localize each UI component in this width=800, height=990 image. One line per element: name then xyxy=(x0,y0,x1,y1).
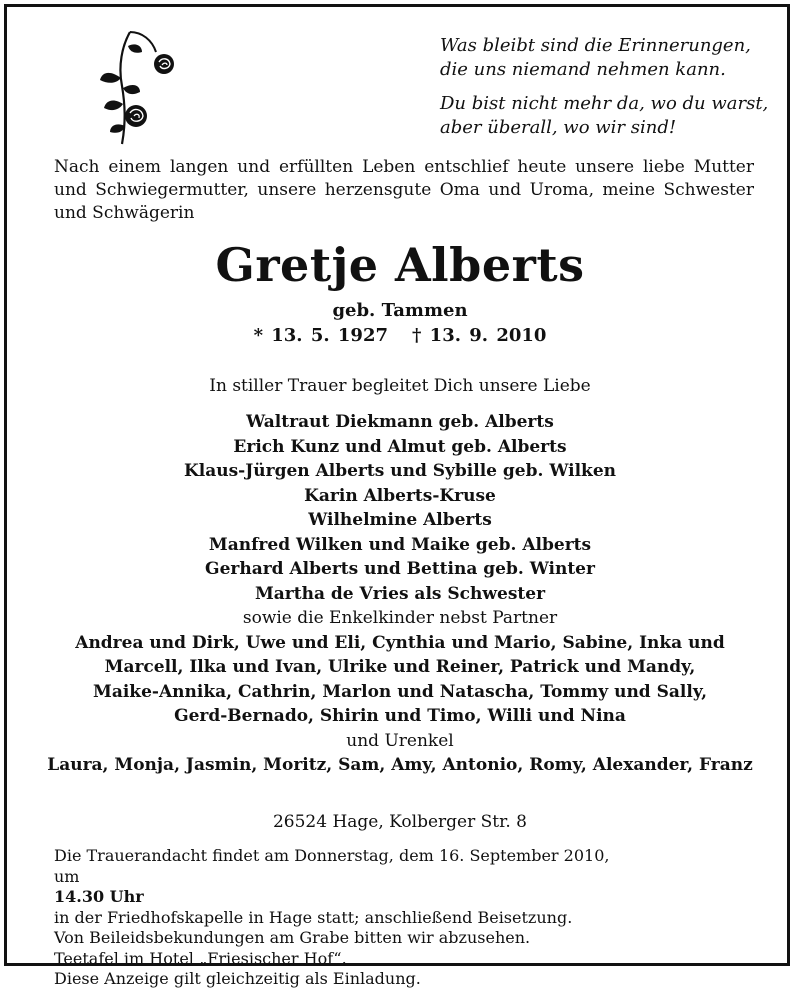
family-member: Waltraut Diekmann geb. Alberts xyxy=(246,412,554,432)
great-grandchildren-intro: und Urenkel xyxy=(346,730,454,751)
grandchildren-intro: sowie die Enkelkinder nebst Partner xyxy=(242,608,558,628)
family-list xyxy=(0,410,800,778)
death-date: † 13. 9. 2010 xyxy=(412,325,547,346)
poem-line: Was bleibt sind die Erinnerungen, xyxy=(440,35,751,56)
grandchildren-line: Marcell, Ilka und Ivan, Ulrike und Reiner, Patrick und Mandy, xyxy=(104,657,696,677)
intro-text xyxy=(54,156,754,225)
birth-date: * 13. 5. 1927 xyxy=(253,325,388,346)
service-time: 14.30 Uhr xyxy=(54,887,144,906)
deceased-name: Gretje Alberts xyxy=(215,238,585,292)
life-dates xyxy=(0,325,800,346)
family-member: Karin Alberts-Kruse xyxy=(304,485,496,506)
grandchildren-line: Andrea und Dirk, Uwe und Eli, Cynthia und Mario, Sabine, Inka und xyxy=(75,632,725,653)
poem-line: Du bist nicht mehr da, wo du warst, xyxy=(440,93,769,114)
details-pre: um xyxy=(54,866,80,886)
intro-line: und Schwägerin xyxy=(54,203,195,223)
intro-line: Nach einem langen und erfüllten Leben entschlief heute unsere liebe Mutter xyxy=(54,157,754,177)
address: 26524 Hage, Kolberger Str. 8 xyxy=(272,812,527,832)
family-member: Erich Kunz und Almut geb. Alberts xyxy=(233,436,567,457)
details-line: Diese Anzeige gilt gleichzeitig als Einladung. xyxy=(54,969,421,988)
intro-line: und Schwiegermutter, unsere herzensgute Oma und Uroma, meine Schwester xyxy=(54,180,754,200)
service-details xyxy=(54,846,754,990)
poem-line: die uns niemand nehmen kann. xyxy=(440,59,726,80)
details-post: in der Friedhofskapelle in Hage statt; anschließend Beisetzung. xyxy=(54,907,573,927)
details-line: Teetafel im Hotel „Friesischer Hof“. xyxy=(54,948,347,968)
birth-name: geb. Tammen xyxy=(332,300,468,321)
details-line xyxy=(54,867,754,929)
rose-icon xyxy=(92,26,192,146)
details-line: Die Trauerandacht findet am Donnerstag, dem 16. September 2010, xyxy=(54,846,610,865)
details-line: Von Beileidsbekundungen am Grabe bitten wir abzusehen. xyxy=(54,928,531,947)
poem-line: aber überall, wo wir sind! xyxy=(440,117,677,138)
grandchildren-line: Gerd-Bernado, Shirin und Timo, Willi und Nina xyxy=(174,706,626,726)
poem xyxy=(440,34,780,150)
family-member: Wilhelmine Alberts xyxy=(308,510,492,530)
grandchildren-line: Maike-Annika, Cathrin, Marlon und Natascha, Tommy und Sally, xyxy=(93,681,707,702)
great-grandchildren-line: Laura, Monja, Jasmin, Moritz, Sam, Amy, Antonio, Romy, Alexander, Franz xyxy=(47,755,753,775)
family-member: Martha de Vries als Schwester xyxy=(254,583,546,604)
poem-stanza-1 xyxy=(440,34,780,82)
poem-stanza-2 xyxy=(440,92,780,140)
family-member: Gerhard Alberts und Bettina geb. Winter xyxy=(205,559,595,579)
family-member: Manfred Wilken und Maike geb. Alberts xyxy=(208,534,592,555)
mourning-line: In stiller Trauer begleitet Dich unsere Liebe xyxy=(209,376,591,396)
family-member: Klaus-Jürgen Alberts und Sybille geb. Wilken xyxy=(184,461,616,481)
